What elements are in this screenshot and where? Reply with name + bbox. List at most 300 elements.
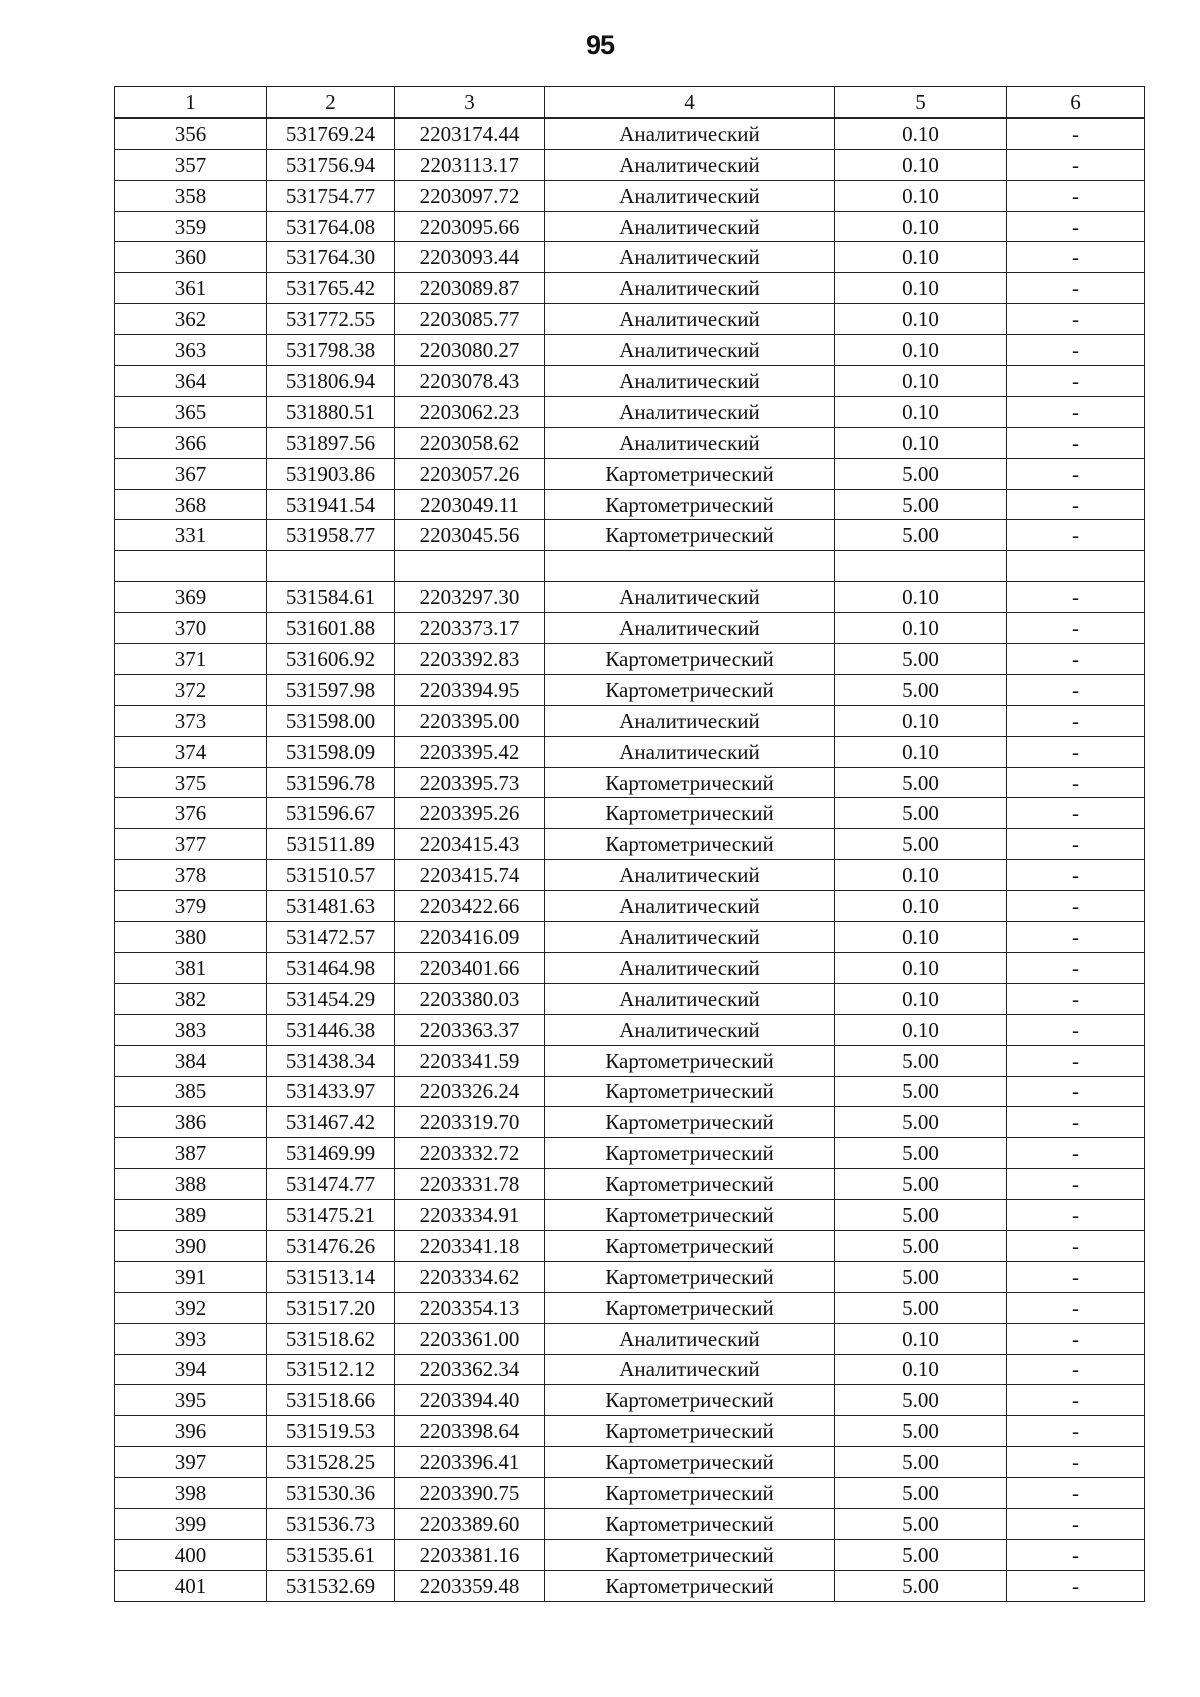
method-cell: Картометрический [545,489,835,520]
accuracy-cell: 5.00 [835,829,1007,860]
method-cell: Аналитический [545,242,835,273]
note-cell: - [1007,242,1145,273]
empty-cell [267,551,395,582]
y-coordinate-cell: 2203362.34 [395,1354,545,1385]
y-coordinate-cell: 2203341.59 [395,1045,545,1076]
x-coordinate-cell: 531754.77 [267,180,395,211]
accuracy-cell: 5.00 [835,674,1007,705]
column-header-6: 6 [1007,87,1145,118]
accuracy-cell: 0.10 [835,582,1007,613]
table-row [115,304,1145,335]
note-cell: - [1007,1478,1145,1509]
x-coordinate-cell: 531765.42 [267,273,395,304]
method-cell: Картометрический [545,1447,835,1478]
x-coordinate-cell: 531513.14 [267,1261,395,1292]
coordinates-table [114,86,1145,1602]
x-coordinate-cell: 531433.97 [267,1076,395,1107]
table-row [115,520,1145,551]
x-coordinate-cell: 531606.92 [267,644,395,675]
table-row [115,705,1145,736]
point-number-cell: 399 [115,1508,267,1539]
y-coordinate-cell: 2203319.70 [395,1107,545,1138]
method-cell: Картометрический [545,644,835,675]
point-number-cell: 362 [115,304,267,335]
method-cell: Картометрический [545,798,835,829]
table-row [115,644,1145,675]
table-row [115,860,1145,891]
header-row [115,87,1145,118]
accuracy-cell: 5.00 [835,1292,1007,1323]
accuracy-cell: 5.00 [835,458,1007,489]
accuracy-cell: 0.10 [835,860,1007,891]
x-coordinate-cell: 531598.00 [267,705,395,736]
method-cell: Картометрический [545,1200,835,1231]
note-cell: - [1007,644,1145,675]
table-row [115,1416,1145,1447]
note-cell: - [1007,118,1145,149]
method-cell: Картометрический [545,1570,835,1601]
note-cell: - [1007,829,1145,860]
method-cell: Аналитический [545,952,835,983]
y-coordinate-cell: 2203395.73 [395,767,545,798]
point-number-cell: 393 [115,1323,267,1354]
note-cell: - [1007,891,1145,922]
table-row [115,1508,1145,1539]
x-coordinate-cell: 531454.29 [267,983,395,1014]
point-number-cell: 395 [115,1385,267,1416]
method-cell: Аналитический [545,922,835,953]
y-coordinate-cell: 2203089.87 [395,273,545,304]
note-cell: - [1007,1169,1145,1200]
x-coordinate-cell: 531438.34 [267,1045,395,1076]
method-cell: Картометрический [545,1138,835,1169]
point-number-cell: 397 [115,1447,267,1478]
empty-cell [545,551,835,582]
note-cell: - [1007,1354,1145,1385]
x-coordinate-cell: 531510.57 [267,860,395,891]
accuracy-cell: 5.00 [835,1200,1007,1231]
x-coordinate-cell: 531798.38 [267,335,395,366]
method-cell: Картометрический [545,1230,835,1261]
accuracy-cell: 0.10 [835,705,1007,736]
x-coordinate-cell: 531764.30 [267,242,395,273]
y-coordinate-cell: 2203334.62 [395,1261,545,1292]
method-cell: Аналитический [545,983,835,1014]
note-cell: - [1007,427,1145,458]
method-cell: Аналитический [545,705,835,736]
table-row [115,1076,1145,1107]
x-coordinate-cell: 531958.77 [267,520,395,551]
point-number-cell: 392 [115,1292,267,1323]
method-cell: Аналитический [545,149,835,180]
x-coordinate-cell: 531764.08 [267,211,395,242]
method-cell: Картометрический [545,1169,835,1200]
y-coordinate-cell: 2203395.00 [395,705,545,736]
column-header-3: 3 [395,87,545,118]
y-coordinate-cell: 2203394.40 [395,1385,545,1416]
note-cell: - [1007,736,1145,767]
table-row [115,1478,1145,1509]
table-row [115,366,1145,397]
method-cell: Картометрический [545,1385,835,1416]
accuracy-cell: 0.10 [835,242,1007,273]
point-number-cell: 381 [115,952,267,983]
accuracy-cell: 5.00 [835,520,1007,551]
table-row [115,674,1145,705]
x-coordinate-cell: 531511.89 [267,829,395,860]
table-row [115,1447,1145,1478]
note-cell: - [1007,922,1145,953]
table-row [115,335,1145,366]
y-coordinate-cell: 2203380.03 [395,983,545,1014]
table-row [115,922,1145,953]
y-coordinate-cell: 2203363.37 [395,1014,545,1045]
table-row [115,396,1145,427]
x-coordinate-cell: 531536.73 [267,1508,395,1539]
column-header-4: 4 [545,87,835,118]
page-number: 95 [585,30,615,60]
accuracy-cell: 5.00 [835,1045,1007,1076]
accuracy-cell: 5.00 [835,1447,1007,1478]
method-cell: Картометрический [545,1045,835,1076]
accuracy-cell: 0.10 [835,952,1007,983]
point-number-cell: 358 [115,180,267,211]
y-coordinate-cell: 2203097.72 [395,180,545,211]
point-number-cell: 386 [115,1107,267,1138]
table-row [115,1385,1145,1416]
y-coordinate-cell: 2203394.95 [395,674,545,705]
x-coordinate-cell: 531528.25 [267,1447,395,1478]
y-coordinate-cell: 2203332.72 [395,1138,545,1169]
point-number-cell: 400 [115,1539,267,1570]
point-number-cell: 384 [115,1045,267,1076]
accuracy-cell: 0.10 [835,149,1007,180]
note-cell: - [1007,1385,1145,1416]
note-cell: - [1007,1045,1145,1076]
point-number-cell: 356 [115,118,267,149]
table-row [115,767,1145,798]
note-cell: - [1007,273,1145,304]
method-cell: Аналитический [545,1323,835,1354]
accuracy-cell: 5.00 [835,767,1007,798]
accuracy-cell: 0.10 [835,736,1007,767]
point-number-cell: 366 [115,427,267,458]
table-row [115,1045,1145,1076]
point-number-cell: 372 [115,674,267,705]
note-cell: - [1007,1014,1145,1045]
method-cell: Картометрический [545,829,835,860]
accuracy-cell: 0.10 [835,396,1007,427]
table-row [115,1107,1145,1138]
accuracy-cell: 5.00 [835,798,1007,829]
accuracy-cell: 0.10 [835,304,1007,335]
y-coordinate-cell: 2203093.44 [395,242,545,273]
point-number-cell: 357 [115,149,267,180]
x-coordinate-cell: 531584.61 [267,582,395,613]
note-cell: - [1007,1138,1145,1169]
accuracy-cell: 0.10 [835,922,1007,953]
empty-cell [1007,551,1145,582]
note-cell: - [1007,1416,1145,1447]
method-cell: Картометрический [545,674,835,705]
note-cell: - [1007,1292,1145,1323]
table-row [115,427,1145,458]
method-cell: Картометрический [545,458,835,489]
note-cell: - [1007,952,1145,983]
point-number-cell: 401 [115,1570,267,1601]
note-cell: - [1007,396,1145,427]
x-coordinate-cell: 531519.53 [267,1416,395,1447]
x-coordinate-cell: 531532.69 [267,1570,395,1601]
point-number-cell: 379 [115,891,267,922]
x-coordinate-cell: 531472.57 [267,922,395,953]
y-coordinate-cell: 2203354.13 [395,1292,545,1323]
method-cell: Аналитический [545,891,835,922]
x-coordinate-cell: 531464.98 [267,952,395,983]
y-coordinate-cell: 2203049.11 [395,489,545,520]
note-cell: - [1007,304,1145,335]
point-number-cell: 388 [115,1169,267,1200]
point-number-cell: 389 [115,1200,267,1231]
table-row [115,242,1145,273]
table-row [115,1261,1145,1292]
y-coordinate-cell: 2203422.66 [395,891,545,922]
point-number-cell: 382 [115,983,267,1014]
note-cell: - [1007,1076,1145,1107]
point-number-cell: 396 [115,1416,267,1447]
y-coordinate-cell: 2203113.17 [395,149,545,180]
method-cell: Аналитический [545,335,835,366]
note-cell: - [1007,180,1145,211]
x-coordinate-cell: 531475.21 [267,1200,395,1231]
y-coordinate-cell: 2203415.74 [395,860,545,891]
point-number-cell: 380 [115,922,267,953]
point-number-cell: 331 [115,520,267,551]
point-number-cell: 387 [115,1138,267,1169]
accuracy-cell: 0.10 [835,427,1007,458]
table-row [115,489,1145,520]
method-cell: Картометрический [545,1539,835,1570]
method-cell: Аналитический [545,396,835,427]
table-row [115,952,1145,983]
table-row [115,118,1145,149]
table-row [115,458,1145,489]
point-number-cell: 359 [115,211,267,242]
table-row [115,798,1145,829]
accuracy-cell: 5.00 [835,1138,1007,1169]
method-cell: Аналитический [545,860,835,891]
x-coordinate-cell: 531512.12 [267,1354,395,1385]
accuracy-cell: 0.10 [835,1014,1007,1045]
method-cell: Картометрический [545,767,835,798]
accuracy-cell: 0.10 [835,613,1007,644]
table-row [115,1138,1145,1169]
point-number-cell: 370 [115,613,267,644]
method-cell: Картометрический [545,1107,835,1138]
y-coordinate-cell: 2203361.00 [395,1323,545,1354]
accuracy-cell: 5.00 [835,1169,1007,1200]
accuracy-cell: 5.00 [835,489,1007,520]
table-row [115,180,1145,211]
table-row [115,582,1145,613]
column-header-1: 1 [115,87,267,118]
note-cell: - [1007,366,1145,397]
y-coordinate-cell: 2203396.41 [395,1447,545,1478]
y-coordinate-cell: 2203297.30 [395,582,545,613]
column-header-5: 5 [835,87,1007,118]
note-cell: - [1007,674,1145,705]
note-cell: - [1007,1323,1145,1354]
accuracy-cell: 0.10 [835,335,1007,366]
x-coordinate-cell: 531880.51 [267,396,395,427]
note-cell: - [1007,582,1145,613]
y-coordinate-cell: 2203058.62 [395,427,545,458]
method-cell: Аналитический [545,180,835,211]
x-coordinate-cell: 531756.94 [267,149,395,180]
y-coordinate-cell: 2203381.16 [395,1539,545,1570]
column-header-2: 2 [267,87,395,118]
accuracy-cell: 5.00 [835,1478,1007,1509]
table-row [115,983,1145,1014]
y-coordinate-cell: 2203389.60 [395,1508,545,1539]
note-cell: - [1007,458,1145,489]
x-coordinate-cell: 531903.86 [267,458,395,489]
table-row [115,273,1145,304]
accuracy-cell: 5.00 [835,1385,1007,1416]
point-number-cell: 398 [115,1478,267,1509]
empty-cell [115,551,267,582]
accuracy-cell: 0.10 [835,1354,1007,1385]
y-coordinate-cell: 2203331.78 [395,1169,545,1200]
x-coordinate-cell: 531446.38 [267,1014,395,1045]
x-coordinate-cell: 531597.98 [267,674,395,705]
method-cell: Аналитический [545,736,835,767]
x-coordinate-cell: 531476.26 [267,1230,395,1261]
point-number-cell: 394 [115,1354,267,1385]
point-number-cell: 363 [115,335,267,366]
point-number-cell: 375 [115,767,267,798]
x-coordinate-cell: 531469.99 [267,1138,395,1169]
accuracy-cell: 0.10 [835,983,1007,1014]
table-row [115,1539,1145,1570]
y-coordinate-cell: 2203080.27 [395,335,545,366]
y-coordinate-cell: 2203341.18 [395,1230,545,1261]
note-cell: - [1007,860,1145,891]
table-row [115,1292,1145,1323]
note-cell: - [1007,1539,1145,1570]
point-number-cell: 361 [115,273,267,304]
point-number-cell: 383 [115,1014,267,1045]
x-coordinate-cell: 531772.55 [267,304,395,335]
x-coordinate-cell: 531897.56 [267,427,395,458]
x-coordinate-cell: 531806.94 [267,366,395,397]
x-coordinate-cell: 531474.77 [267,1169,395,1200]
x-coordinate-cell: 531941.54 [267,489,395,520]
note-cell: - [1007,1261,1145,1292]
y-coordinate-cell: 2203326.24 [395,1076,545,1107]
y-coordinate-cell: 2203415.43 [395,829,545,860]
note-cell: - [1007,1570,1145,1601]
point-number-cell: 376 [115,798,267,829]
y-coordinate-cell: 2203078.43 [395,366,545,397]
y-coordinate-cell: 2203395.26 [395,798,545,829]
point-number-cell: 374 [115,736,267,767]
y-coordinate-cell: 2203359.48 [395,1570,545,1601]
accuracy-cell: 5.00 [835,1539,1007,1570]
accuracy-cell: 5.00 [835,644,1007,675]
y-coordinate-cell: 2203416.09 [395,922,545,953]
method-cell: Аналитический [545,366,835,397]
y-coordinate-cell: 2203401.66 [395,952,545,983]
table-row [115,1014,1145,1045]
method-cell: Картометрический [545,1478,835,1509]
y-coordinate-cell: 2203395.42 [395,736,545,767]
accuracy-cell: 0.10 [835,366,1007,397]
method-cell: Аналитический [545,582,835,613]
x-coordinate-cell: 531467.42 [267,1107,395,1138]
x-coordinate-cell: 531481.63 [267,891,395,922]
accuracy-cell: 0.10 [835,211,1007,242]
accuracy-cell: 5.00 [835,1076,1007,1107]
empty-cell [395,551,545,582]
point-number-cell: 385 [115,1076,267,1107]
note-cell: - [1007,1230,1145,1261]
note-cell: - [1007,335,1145,366]
point-number-cell: 364 [115,366,267,397]
y-coordinate-cell: 2203045.56 [395,520,545,551]
method-cell: Аналитический [545,211,835,242]
accuracy-cell: 0.10 [835,180,1007,211]
accuracy-cell: 0.10 [835,891,1007,922]
table-row [115,1323,1145,1354]
point-number-cell: 371 [115,644,267,675]
table-body [115,118,1145,1601]
accuracy-cell: 5.00 [835,1107,1007,1138]
table-row [115,1169,1145,1200]
accuracy-cell: 5.00 [835,1570,1007,1601]
y-coordinate-cell: 2203392.83 [395,644,545,675]
accuracy-cell: 0.10 [835,1323,1007,1354]
note-cell: - [1007,211,1145,242]
note-cell: - [1007,489,1145,520]
note-cell: - [1007,983,1145,1014]
x-coordinate-cell: 531769.24 [267,118,395,149]
y-coordinate-cell: 2203398.64 [395,1416,545,1447]
accuracy-cell: 5.00 [835,1230,1007,1261]
table-row [115,613,1145,644]
y-coordinate-cell: 2203057.26 [395,458,545,489]
y-coordinate-cell: 2203390.75 [395,1478,545,1509]
x-coordinate-cell: 531517.20 [267,1292,395,1323]
point-number-cell: 367 [115,458,267,489]
method-cell: Аналитический [545,273,835,304]
accuracy-cell: 0.10 [835,273,1007,304]
x-coordinate-cell: 531598.09 [267,736,395,767]
note-cell: - [1007,1107,1145,1138]
x-coordinate-cell: 531601.88 [267,613,395,644]
y-coordinate-cell: 2203334.91 [395,1200,545,1231]
x-coordinate-cell: 531596.67 [267,798,395,829]
method-cell: Картометрический [545,1292,835,1323]
point-number-cell: 369 [115,582,267,613]
point-number-cell: 368 [115,489,267,520]
table-row [115,149,1145,180]
table-row [115,891,1145,922]
method-cell: Картометрический [545,1416,835,1447]
accuracy-cell: 5.00 [835,1416,1007,1447]
table-row [115,829,1145,860]
note-cell: - [1007,1200,1145,1231]
